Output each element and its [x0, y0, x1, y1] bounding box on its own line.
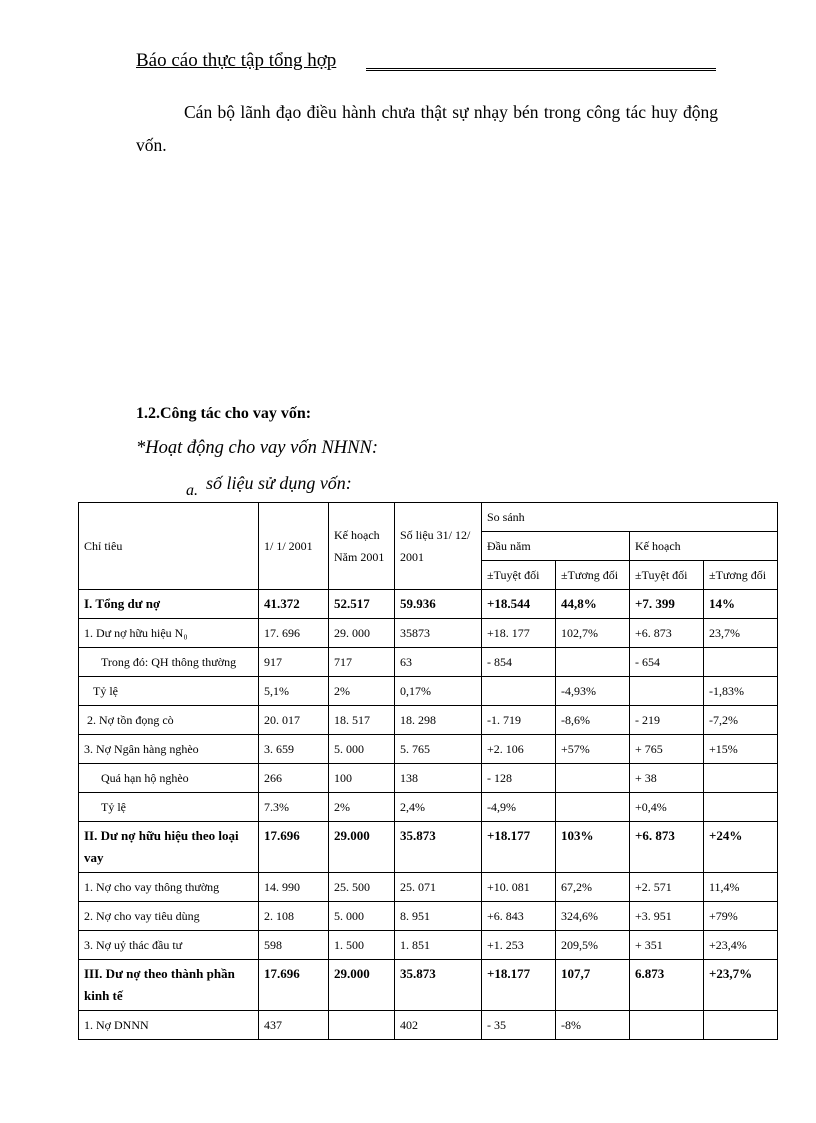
cell: 35.873 [395, 960, 482, 1011]
cell: 100 [329, 764, 395, 793]
row-label: III. Dư nợ theo thành phần kinh tế [79, 960, 259, 1011]
table-row [79, 677, 778, 706]
cell [630, 677, 704, 706]
cell: - 854 [482, 648, 556, 677]
cell: - 219 [630, 706, 704, 735]
cell: 209,5% [556, 931, 630, 960]
cell: +15% [704, 735, 778, 764]
row-label: 2. Nợ cho vay tiêu dùng [79, 902, 259, 931]
cell: 2% [329, 793, 395, 822]
row-label: I. Tổng dư nợ [79, 590, 259, 619]
header-date1: 1/ 1/ 2001 [259, 503, 329, 590]
cell: +23,7% [704, 960, 778, 1011]
table-row [79, 960, 778, 1011]
cell: 5. 765 [395, 735, 482, 764]
cell: 18. 298 [395, 706, 482, 735]
table-row [79, 793, 778, 822]
header-so-lieu: Số liệu 31/ 12/ 2001 [395, 503, 482, 590]
cell: +18.177 [482, 822, 556, 873]
cell: + 351 [630, 931, 704, 960]
cell: 25. 500 [329, 873, 395, 902]
cell [556, 764, 630, 793]
cell: 437 [259, 1011, 329, 1040]
header-tuong-doi: ±Tương đối [556, 561, 630, 590]
subheading-data-text: số liệu sử dụng vốn: [206, 473, 352, 493]
table-row [79, 931, 778, 960]
cell: 5. 000 [329, 735, 395, 764]
table-row [79, 822, 778, 873]
body-paragraph: Cán bộ lãnh đạo điều hành chưa thật sự nhạy bén trong công tác huy động vốn. [136, 102, 718, 155]
row-label: 1. Nợ DNNN [79, 1011, 259, 1040]
row-label: Tỷ lệ [79, 793, 259, 822]
cell: 8. 951 [395, 902, 482, 931]
cell: 2,4% [395, 793, 482, 822]
row-label: 3. Nợ Ngân hàng nghèo [79, 735, 259, 764]
cell: 20. 017 [259, 706, 329, 735]
cell: +6. 843 [482, 902, 556, 931]
row-label: 1. Nợ cho vay thông thường [79, 873, 259, 902]
subheading-activity: *Hoạt động cho vay vốn NHNN: [136, 438, 379, 458]
header-so-sanh: So sánh [482, 503, 778, 532]
cell: -1,83% [704, 677, 778, 706]
cell: +6. 873 [630, 619, 704, 648]
cell: 1. 500 [329, 931, 395, 960]
row-label: Tỷ lệ [79, 677, 259, 706]
table-row [79, 648, 778, 677]
cell: +0,4% [630, 793, 704, 822]
cell [704, 764, 778, 793]
cell: +79% [704, 902, 778, 931]
cell: 2% [329, 677, 395, 706]
table-row [79, 619, 778, 648]
cell: -1. 719 [482, 706, 556, 735]
cell: 18. 517 [329, 706, 395, 735]
cell: 29. 000 [329, 619, 395, 648]
table-header-row [79, 503, 778, 532]
cell: +57% [556, 735, 630, 764]
cell: 44,8% [556, 590, 630, 619]
cell: 35.873 [395, 822, 482, 873]
cell: 1. 851 [395, 931, 482, 960]
cell: -7,2% [704, 706, 778, 735]
header-ke-hoach-nam: Kế hoạch Năm 2001 [329, 503, 395, 590]
header-tuyet-doi: ±Tuyệt đối [630, 561, 704, 590]
cell: +23,4% [704, 931, 778, 960]
table-row [79, 873, 778, 902]
cell: -4,93% [556, 677, 630, 706]
list-marker: a. [186, 482, 198, 499]
cell: +18. 177 [482, 619, 556, 648]
cell: 59.936 [395, 590, 482, 619]
cell: + 38 [630, 764, 704, 793]
cell: 35873 [395, 619, 482, 648]
cell [704, 793, 778, 822]
header-title: Báo cáo thực tập tổng hợp [136, 50, 337, 71]
cell [630, 1011, 704, 1040]
table-row [79, 706, 778, 735]
cell: 17.696 [259, 960, 329, 1011]
cell [556, 793, 630, 822]
cell: + 765 [630, 735, 704, 764]
cell: 29.000 [329, 822, 395, 873]
row-label: II. Dư nợ hữu hiệu theo loại vay [79, 822, 259, 873]
cell [704, 1011, 778, 1040]
cell: 67,2% [556, 873, 630, 902]
table-row [79, 764, 778, 793]
table-row [79, 735, 778, 764]
cell: +7. 399 [630, 590, 704, 619]
cell: +10. 081 [482, 873, 556, 902]
cell: +2. 571 [630, 873, 704, 902]
page-header [136, 50, 716, 72]
cell: 324,6% [556, 902, 630, 931]
cell: -8,6% [556, 706, 630, 735]
header-chi-tieu: Chỉ tiêu [79, 503, 259, 590]
cell: +2. 106 [482, 735, 556, 764]
cell: 25. 071 [395, 873, 482, 902]
cell: - 128 [482, 764, 556, 793]
header-tuyet-doi: ±Tuyệt đối [482, 561, 556, 590]
cell: 41.372 [259, 590, 329, 619]
cell: 0,17% [395, 677, 482, 706]
cell: +18.544 [482, 590, 556, 619]
cell [556, 648, 630, 677]
cell: 23,7% [704, 619, 778, 648]
cell: 402 [395, 1011, 482, 1040]
cell: 7.3% [259, 793, 329, 822]
header-dau-nam: Đầu năm [482, 532, 630, 561]
cell: 598 [259, 931, 329, 960]
cell: 6.873 [630, 960, 704, 1011]
cell: - 654 [630, 648, 704, 677]
cell: 17.696 [259, 822, 329, 873]
row-label: 1. Dư nợ hữu hiệu N₀ [79, 619, 259, 648]
row-label: 3. Nợ uỷ thác đầu tư [79, 931, 259, 960]
cell: 14% [704, 590, 778, 619]
cell: 266 [259, 764, 329, 793]
cell: 103% [556, 822, 630, 873]
cell: 29.000 [329, 960, 395, 1011]
cell: 138 [395, 764, 482, 793]
cell: - 35 [482, 1011, 556, 1040]
cell: -8% [556, 1011, 630, 1040]
row-label: Quá hạn hộ nghèo [79, 764, 259, 793]
cell: 11,4% [704, 873, 778, 902]
cell: 5. 000 [329, 902, 395, 931]
header-tuong-doi: ±Tương đối [704, 561, 778, 590]
cell [704, 648, 778, 677]
cell: +3. 951 [630, 902, 704, 931]
table-row [79, 590, 778, 619]
cell: 917 [259, 648, 329, 677]
header-ke-hoach: Kế hoạch [630, 532, 778, 561]
cell: 14. 990 [259, 873, 329, 902]
cell: 717 [329, 648, 395, 677]
cell: 107,7 [556, 960, 630, 1011]
cell: +24% [704, 822, 778, 873]
cell: +1. 253 [482, 931, 556, 960]
subheading-data [186, 473, 352, 499]
cell: 2. 108 [259, 902, 329, 931]
table-row [79, 1011, 778, 1040]
cell: 102,7% [556, 619, 630, 648]
cell: +18.177 [482, 960, 556, 1011]
row-label: Trong đó: QH thông thường [79, 648, 259, 677]
cell: 52.517 [329, 590, 395, 619]
cell [329, 1011, 395, 1040]
cell: 5,1% [259, 677, 329, 706]
table-body [79, 503, 778, 1040]
cell [482, 677, 556, 706]
cell: -4,9% [482, 793, 556, 822]
cell: 63 [395, 648, 482, 677]
cell: +6. 873 [630, 822, 704, 873]
section-heading: 1.2.Công tác cho vay vốn: [136, 405, 312, 422]
table-row [79, 902, 778, 931]
row-label: 2. Nợ tồn đọng cò [79, 706, 259, 735]
cell: 17. 696 [259, 619, 329, 648]
header-rule [366, 68, 716, 73]
cell: 3. 659 [259, 735, 329, 764]
loan-table [78, 502, 778, 1040]
